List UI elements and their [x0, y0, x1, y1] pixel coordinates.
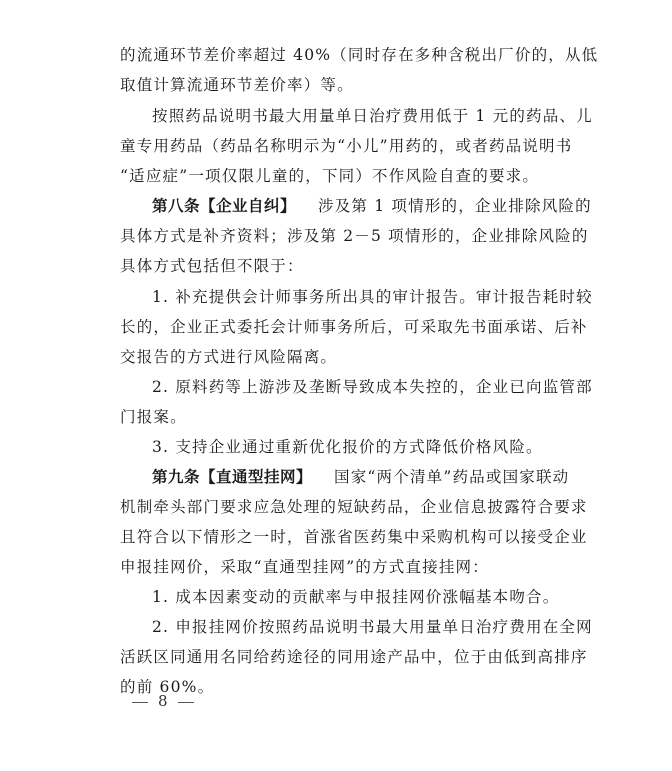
body-line: 的流通环节差价率超过 40%（同时存在多种含税出厂价的，从低: [120, 46, 599, 64]
body-line: “适应症”一项仅限儿童的，下同）不作风险自查的要求。: [120, 167, 540, 185]
article-text: 国家“两个清单”药品或国家联动: [334, 468, 570, 486]
article-text: 涉及第 1 项情形的，企业排除风险的: [318, 197, 592, 215]
body-line: 长的，企业正式委托会计师事务所后，可采取先书面承诺、后补: [120, 318, 588, 336]
article-line: [152, 462, 569, 492]
list-item-line: 1. 补充提供会计师事务所出具的审计报告。审计报告耗时较: [152, 288, 593, 306]
body-line: 取值计算流通环节差价率）等。: [120, 76, 354, 94]
page-number-dash-right: [178, 702, 194, 703]
body-line: 按照药品说明书最大用量单日治疗费用低于 1 元的药品、儿: [152, 107, 593, 125]
body-line: 具体方式包括但不限于：: [120, 257, 304, 275]
body-line: 门报案。: [120, 408, 187, 426]
body-line: 且符合以下情形之一时，首涨省医药集中采购机构可以接受企业: [120, 528, 588, 546]
body-line: 交报告的方式进行风险隔离。: [120, 348, 338, 366]
body-line: 的前 60%。: [120, 678, 215, 696]
body-line: 童专用药品（药品名称明示为“小儿”用药的，或者药品说明书: [120, 137, 573, 155]
page-number-dash-left: [132, 702, 148, 703]
list-item-line: 2. 原料药等上游涉及垄断导致成本失控的，企业已向监管部: [152, 378, 593, 396]
body-line: 活跃区同通用名同给药途径的同用途产品中，位于由低到高排序: [120, 648, 588, 666]
article-line: [152, 191, 592, 221]
page-number: [122, 686, 204, 716]
list-item-line: 2. 申报挂网价按照药品说明书最大用量单日治疗费用在全网: [152, 618, 593, 636]
article-heading: 第八条【企业自纠】: [152, 197, 297, 215]
list-item-line: 1. 成本因素变动的贡献率与申报挂网价涨幅基本吻合。: [152, 588, 560, 606]
body-line: 具体方式是补齐资料；涉及第 2－5 项情形的，企业排除风险的: [120, 227, 589, 245]
body-line: 机制牵头部门要求应急处理的短缺药品，企业信息披露符合要求: [120, 498, 588, 516]
article-heading: 第九条【直通型挂网】: [152, 468, 313, 486]
list-item-line: 3. 支持企业通过重新优化报价的方式降低价格风险。: [152, 438, 543, 456]
body-line: 申报挂网价，采取“直通型挂网”的方式直接挂网：: [120, 558, 489, 576]
page-number-value: 8: [158, 692, 168, 710]
